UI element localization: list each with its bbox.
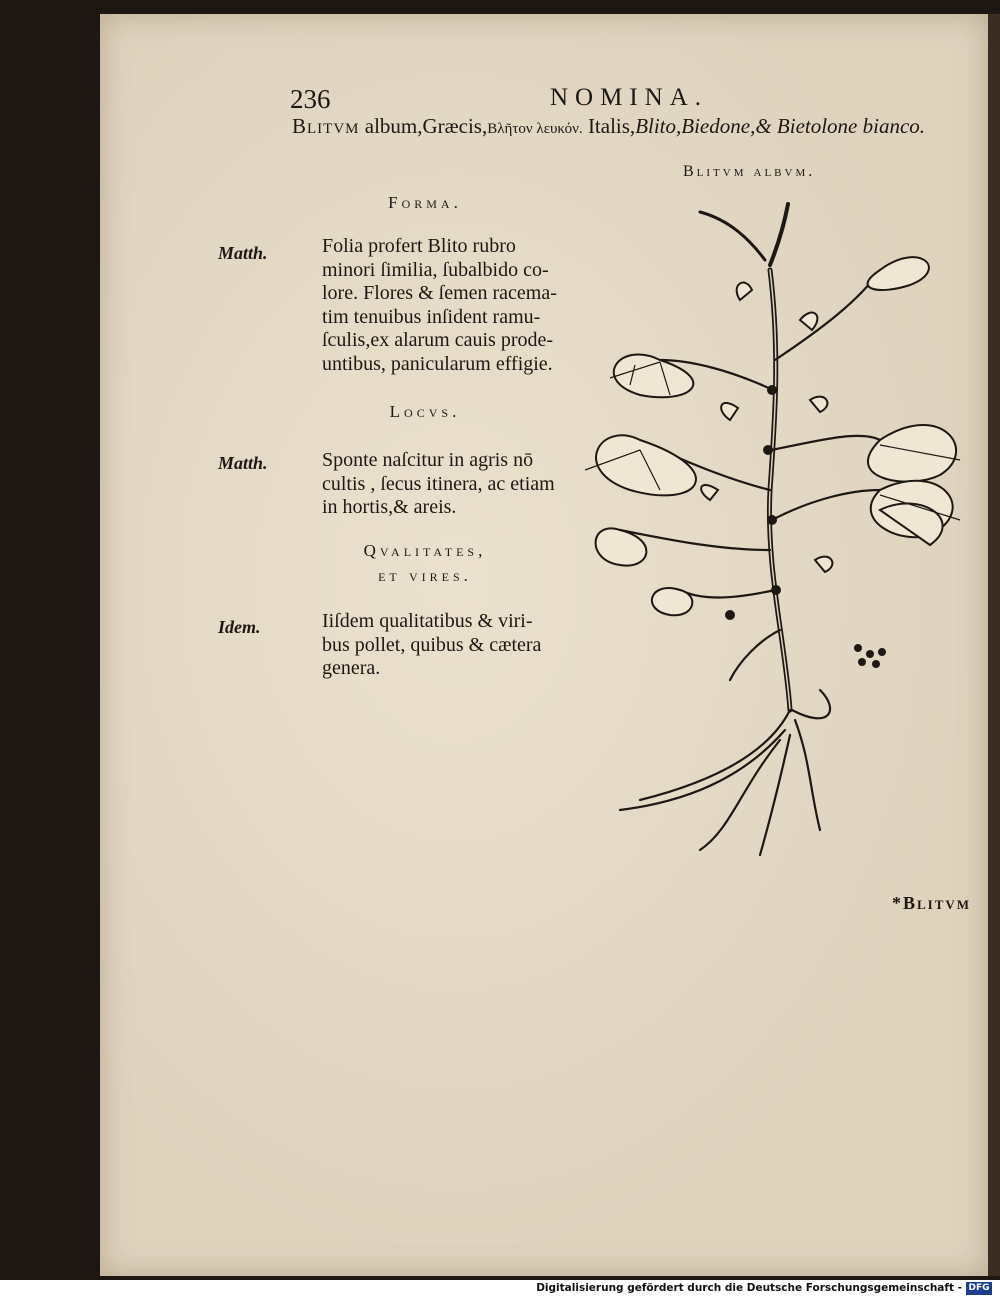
section-heading-vires: et vires.	[378, 566, 472, 585]
section-heading-qualitates: Qvalitates,	[363, 541, 487, 560]
leaf	[737, 283, 752, 300]
leaf	[800, 313, 817, 330]
section-heading-forma: Forma.	[388, 193, 462, 212]
plant-caption: Blitvm albvm.	[683, 163, 816, 180]
names-lead: Blitvm	[292, 114, 360, 138]
root	[760, 735, 790, 855]
text-line: bus pollet, quibus & cætera	[322, 633, 542, 656]
flower-spike	[770, 204, 788, 265]
root	[700, 740, 780, 850]
catchword: *Blitvm	[892, 893, 972, 913]
text-line: in hortis,& areis.	[322, 496, 457, 519]
text-line: Folia profert Blito rubro	[322, 235, 516, 257]
margin-note: Matth.	[218, 243, 268, 263]
root	[792, 690, 830, 718]
seed	[866, 650, 874, 658]
leaf	[868, 257, 929, 290]
leaf	[701, 485, 718, 500]
dfg-logo: DFG	[966, 1282, 992, 1295]
margin-note: Idem.	[218, 617, 261, 637]
branch	[775, 270, 880, 360]
seed	[854, 644, 862, 652]
paragraph-forma	[322, 235, 557, 377]
text-line: genera.	[322, 657, 381, 680]
names-text-1: album,Græcis,	[359, 114, 488, 138]
leaf	[652, 588, 692, 615]
leaf	[596, 435, 696, 495]
seed	[878, 648, 886, 656]
section-heading-locus: Locvs.	[389, 402, 461, 421]
page-number: 236	[290, 84, 331, 114]
text-line: Iiſdem qualitatibus & viri-	[322, 610, 533, 632]
text-line: cultis , ſecus itinera, ac etiam	[322, 472, 555, 495]
names-line	[292, 114, 925, 139]
running-head: NOMINA.	[550, 84, 709, 111]
branch	[730, 630, 780, 680]
text-line: lore. Flores & ſemen racema-	[322, 282, 557, 305]
branch	[680, 590, 775, 598]
names-italian: Blito,Biedone,& Bietolone bianco.	[635, 114, 926, 138]
leaf	[815, 557, 832, 572]
leaf	[721, 403, 738, 420]
stem	[769, 270, 790, 710]
branch	[772, 490, 880, 520]
flower-spike	[700, 212, 765, 260]
margin-note: Matth.	[218, 453, 268, 473]
paragraph-locus	[322, 449, 555, 520]
text-line: Sponte naſcitur in agris nō	[322, 449, 534, 471]
seed	[858, 658, 866, 666]
names-text-2: Italis,	[582, 114, 636, 138]
leaf	[810, 397, 827, 412]
book-spine-edge	[988, 14, 1000, 1276]
leaf	[868, 425, 956, 482]
stem	[769, 270, 790, 710]
branch	[772, 436, 880, 450]
text-line: ſculis,ex alarum cauis prode-	[322, 329, 554, 352]
plant-woodcut-icon	[580, 190, 980, 870]
paragraph-qualitates	[322, 610, 541, 681]
text-line: untibus, panicularum effigie.	[322, 352, 553, 375]
text-line: tim tenuibus inſident ramu-	[322, 305, 541, 328]
seed	[872, 660, 880, 668]
footer-credit: Digitalisierung gefördert durch die Deutsche Forschungsgemeinschaft -	[536, 1282, 962, 1294]
names-greek: Βλῆτον λευκόν.	[487, 121, 583, 137]
root	[795, 720, 820, 830]
text-line: minori ſimilia, ſubalbido co-	[322, 258, 549, 281]
